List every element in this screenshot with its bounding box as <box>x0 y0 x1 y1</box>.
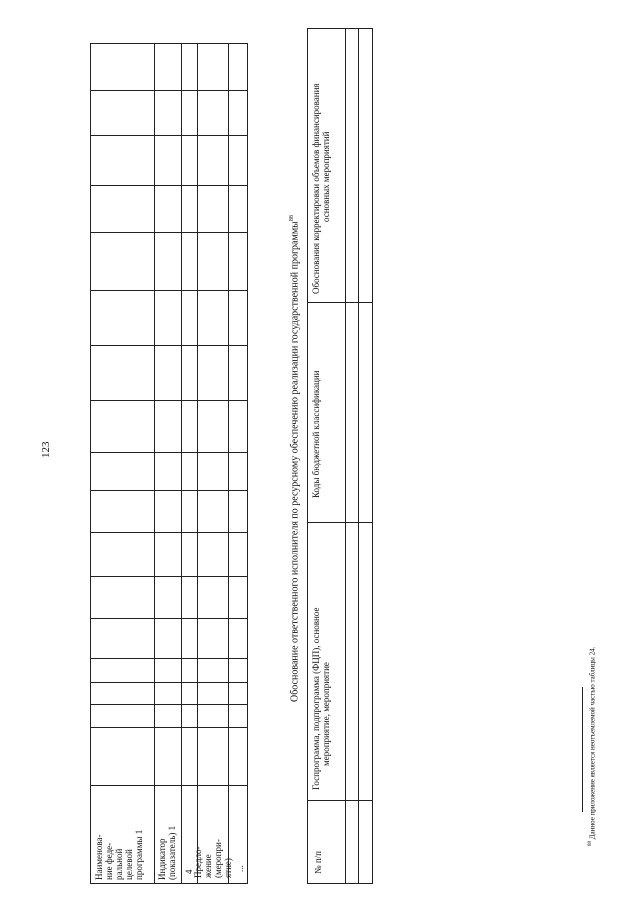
row-ellipsis: ... <box>235 865 245 872</box>
row-label-indicator: Индикатор (показатель) 1 <box>157 825 177 880</box>
header-budget-codes: Коды бюджетной классификации <box>311 370 321 498</box>
header-justification: Обоснования корректировки объемов финансирования основных мероприятий <box>311 83 331 294</box>
header-number: № п/п <box>313 851 323 874</box>
page-number: 123 <box>40 441 52 458</box>
header-program: Госпрограмма, подпрограмма (ФЦП), основное мероприятие, мероприятие <box>311 607 331 790</box>
footnote <box>586 647 597 846</box>
footnote-text: Данное приложение является неотъемлемой частью таблицы 24. <box>588 646 597 840</box>
footnote-number: 88 <box>588 841 593 846</box>
row-label-proposal: Предло- жение (меропри- ятие) <box>193 839 233 878</box>
section-title: Обоснование ответственного исполнителя по ресурсному обеспечению реализации государственной программы$^{88}$ <box>289 215 301 702</box>
row-number: 4 <box>184 869 194 874</box>
footnote-separator <box>582 687 583 812</box>
row-label-federal-program: Наименова- ние феде- ральной целевой программы 1 <box>94 829 144 880</box>
footnote-ref: 88 <box>289 215 295 222</box>
